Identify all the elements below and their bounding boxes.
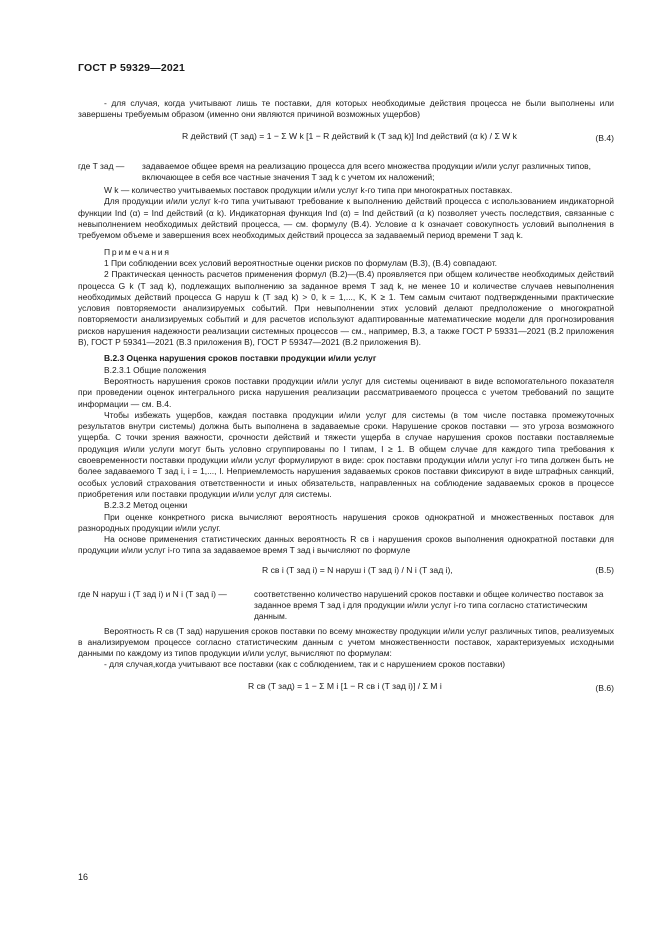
formula-b4-number: (В.4) [595, 132, 614, 143]
formula-b6 [78, 675, 614, 705]
section-b23-number: В.2.3 [104, 353, 125, 364]
paragraph-b232-4: - для случая,когда учитывают все поставки (как с соблюдением, так и с нарушением сроков поставки) [104, 659, 506, 670]
paragraph-case-delivery: - для случая, когда учитывают лишь те поставки, для которых необходимые действия процесса не были выполнены или завершены требуемым образом (именно они являются причиной возможных ущербов) [78, 98, 614, 120]
paragraph-b231-2: Чтобы избежать ущербов, каждая поставка продукции и/или услуг для системы (в том числе поставка промежуточных результатов внутри системы) должна быть выполнена в задаваемые сроки. Нарушение сроков поставки — это угроза возможного ущерба. С точки зрения важности, срочности действий и тяжести ущерба в случае нарушения сроков поставки поставляемые продукция и/или услуги могут быть условно сгруппированы по I типам, I ≥ 1. В общем случае для каждого типа требования к своевременности поставки продукции и/или услуг формулируют в виде: срок поставки продукции и/или услуг i-го типа должен быть не более задаваемого T зад i, i = 1,..., I. Неприемлемость нарушения задаваемых сроков поставки фиксируют в виде штрафных санкций, особых условий страхования ответственности и иных обязательств, направленных на соблюдение задаваемых сроков в процессе приобретения или поставки продукции и/или услуг для системы. [78, 409, 614, 499]
formula-b5-number: (В.5) [595, 564, 614, 575]
where-n-narush [78, 589, 614, 623]
paragraph-b232-3: Вероятность R св (T зад) нарушения сроков поставки по всему множеству продукции и/или услуг различных типов, реализуемых в анализируемом процессе согласно статистическим данным с учетом множественности поставок, характеризуемых исходными данными по каждому из типов продукции и/или услуг, вычисляют по формулам: [78, 625, 614, 659]
where2-desc: соответственно количество нарушений сроков поставки и общее количество поставок за заданное время T зад i для продукции и/или услуг i-го типа согласно статистическим данным. [254, 588, 604, 622]
paragraph-b232-2: На основе применения статистических данных вероятность R св i нарушения сроков выполнения однократной поставки для продукции и/или услуг i-го типа за задаваемое время T зад i вычисляют по формуле [78, 534, 614, 556]
paragraph-b232-1: При оценке конкретного риска вычисляют вероятность нарушения сроков однократной и множественных поставок для разнородных продукции и/или услуг. [78, 511, 614, 533]
where-t-zad [78, 161, 614, 184]
formula-b4-expression: R действий (T зад) = 1 − Σ W k [1 − R действий k (T зад k)] Ind действий (α k) / Σ W k [182, 130, 517, 141]
formula-b5-expression: R св i (T зад i) = N наруш i (T зад i) / N i (T зад i), [262, 564, 453, 575]
note-2: 2 Практическая ценность расчетов применения формул (В.2)—(В.4) проявляется при общем количестве необходимых действий процесса G k (T зад k), подлежащих выполнению за заданное время T зад k, не менее 10 и количестве случаев невыполнения необходимых действий процесса G наруш k (T зад k) > 0, k = 1,..., K, K ≥ 1. Тем самым считают подтвержденными практические условия повторяемости анализируемых событий. При невыполнении этих условий делают предположение о многократной повторяемости анализируемых событий и для расчетов используют адаптированные математические модели для прогнозирования рисков нарушения надежности реализации системных процессов — см., например, В.3, а также ГОСТ Р 59331—2021 (В.2 приложения В), ГОСТ Р 59341—2021 (В.3 приложения В), ГОСТ Р 59347—2021 (В.2 приложения В). [78, 269, 614, 348]
where-desc: задаваемое общее время на реализацию процесса для всего множества продукции и/или услуг различных типов, включающее в себя все частные значения T зад k с учетом их наложений; [142, 160, 592, 182]
document-header: ГОСТ Р 59329—2021 [78, 62, 186, 74]
formula-b6-number: (В.6) [595, 682, 614, 693]
main-content [78, 98, 614, 711]
note-1: 1 При соблюдении всех условий вероятностные оценки рисков по формулам (В.3), (В.4) совпадают. [104, 257, 497, 268]
formula-b5 [78, 561, 614, 583]
subsection-b231: В.2.3.1 Общие положения [104, 364, 207, 375]
paragraph-b231-1: Вероятность нарушения сроков поставки продукции и/или услуг для системы оценивают в виде вспомогательного показателя при проведении оценок интегрального риска нарушения реализации рассматриваемого процесса с учетом требований по защите информации — см. В.4. [78, 375, 614, 409]
section-b23-heading [78, 353, 614, 364]
subsection-b232: В.2.3.2 Метод оценки [104, 500, 188, 511]
formula-b4 [78, 125, 614, 155]
where-term: где T зад — [78, 160, 125, 171]
where2-term: где N наруш i (T зад i) и N i (T зад i) — [78, 588, 227, 599]
notes-title: Примечания [104, 246, 171, 257]
formula-b6-expression: R св (T зад) = 1 − Σ M i [1 − R св i (T зад i)] / Σ M i [248, 680, 442, 691]
section-b23-title: Оценка нарушения сроков поставки продукции и/или услуг [126, 353, 377, 364]
paragraph-k-type: Для продукции и/или услуг k-го типа учитывают требование к выполнению действий процесса с использованием индикаторной функции Ind (α) = Ind действий (α k). Индикаторная функция Ind (α) = Ind действий (α k) позволяет учесть последствия, связанные с невыполнением необходимых действий процесса, — см. формулу (В.4). Условие α k означает совокупность условий выполнения в требуемом объеме и завершения всех необходимых действий процесса за задаваемый период времени T зад k. [78, 196, 614, 241]
wk-definition: W k — количество учитываемых поставок продукции и/или услуг k-го типа при многократных поставках. [104, 185, 513, 196]
page-number: 16 [78, 872, 89, 882]
